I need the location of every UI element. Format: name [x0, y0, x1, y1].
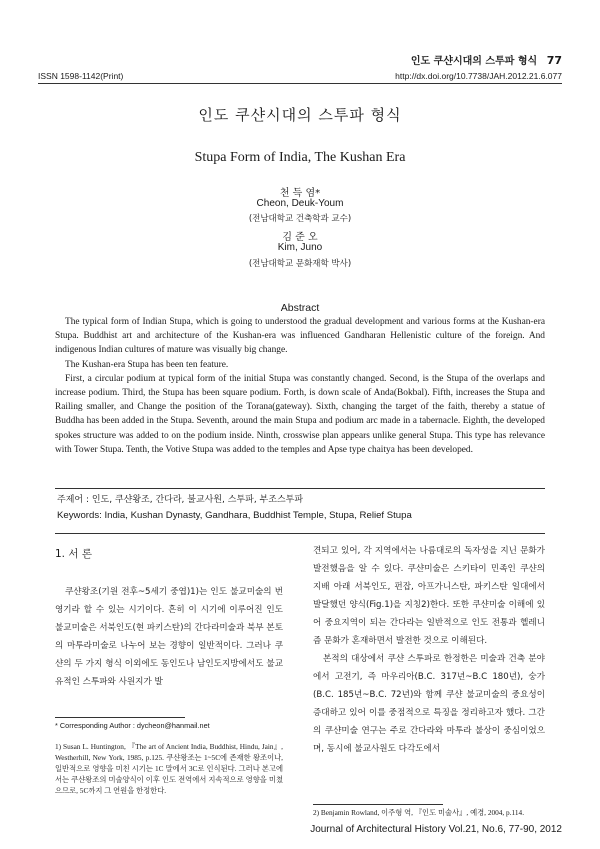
- footnote-rule: [313, 804, 443, 805]
- author-1-affiliation: (전남대학교 건축학과 교수): [248, 214, 352, 224]
- page-number: 77: [546, 54, 562, 67]
- issn: ISSN 1598-1142(Print): [38, 71, 124, 81]
- title-korean: 인도 쿠샨시대의 스투파 형식: [198, 106, 402, 124]
- keywords-english: Keywords: India, Kushan Dynasty, Gandhara, Buddhist Temple, Stupa, Relief Stupa: [57, 510, 412, 521]
- author-2-affiliation: (전남대학교 문화재학 박사): [248, 259, 352, 269]
- abstract-paragraph: First, a circular podium at typical form of the initial Stupa was constantly changed. Second, is the Stupa of the overlaps and increase podium. Third, the Stupa has been square podium. Forth, is down scale of Anda(Bokbal). Fifth, increases the Stupa and Railing smaller, and Change the position of the Torana(gateway). Sixth, changing the target of the faith, thereby a statue of Buddha has been added in the Stupa. Seventh, around the main Stupa and podium arc made in a tabernacle. Eighth, the developed spokes structure was added to on the podium inside. Ninth, crosswise plan appears unlike general Stupa. This type has relevance with Tower Stupa. Tenth, the Votive Stupa was added to the temples and Apse type chaitya has been developed.: [55, 373, 545, 455]
- title-english: Stupa Form of India, The Kushan Era: [194, 150, 406, 165]
- journal-footer: Journal of Architectural History Vol.21, No.6, 77-90, 2012: [310, 824, 562, 835]
- author-1-name-en: Cheon, Deuk-Youm: [256, 198, 344, 209]
- author-2-name-en: Kim, Juno: [277, 242, 323, 253]
- keywords-korean: 주제어 : 인도, 쿠샨왕조, 간다라, 불교사원, 스투파, 부조스투파: [57, 495, 304, 505]
- section-heading: 1. 서 론: [55, 548, 92, 560]
- running-header: [411, 52, 562, 67]
- header-rule: [38, 83, 562, 84]
- corresponding-author: * Corresponding Author : dycheon@hanmail.net: [55, 721, 210, 730]
- abstract-paragraph: The Kushan-era Stupa has been ten feature.: [65, 359, 229, 370]
- abstract-body: [55, 315, 545, 457]
- abstract-paragraph: The typical form of Indian Stupa, which is going to understood the gradual development and various forms at the Kushan-era Stupa. Buddhist art and architecture of the Kushan-era was influenced Gandharan Hellenistic culture of the foreign. And indigenous Indian cultures of mature was visually big change.: [55, 317, 545, 356]
- body-column-left: [55, 583, 283, 691]
- body-paragraph: 본적의 대상에서 쿠샨 스투파로 한정한은 미술과 건축 분야에서 고전기, 즉 마우리아(B.C. 317년~B.C 180년), 숭가(B.C. 185년~B.C. 72년)와 함께 쿠샨 불교미술의 중요성이 증대하고 있어 이를 중점적으로 특징을 정리하고자 했다. 그간의 쿠샨미술 연구는 주로 간다라와 마투라 불상이 중심이었으며, 동시에 불교사원도 다각도에서: [313, 654, 545, 754]
- body-paragraph: 쿠샨왕조(기원 전후~5세기 중엽)1)는 인도 불교미술의 번영기라 할 수 있는 시기이다. 흔히 이 시기에 이루어진 인도 불교미술은 서북인도(현 파키스탄)의 간다라미술과 북부 본토의 마투라미술로 나누어 보는 경향이 일반적이다. 그러나 쿠샨의 두 가지 형식 이외에도 동인도나 남인도지방에서도 불교유적인 스투파와 사원지가 발: [55, 587, 283, 687]
- body-paragraph: 견되고 있어, 각 지역에서는 나름대로의 독자성을 지닌 문화가 발전했음을 알 수 있다. 쿠샨미술은 스키타이 민족인 쿠샨의 지배 아래 서북인도, 펀잡, 아프가니스탄, 파키스탄 일대에서 발달했던 양식(Fig.1)을 지칭2)한다. 또한 쿠샨미술 이해에 있어 중요지역이 되는 간다라는 일반적으로 인도 전통과 헬레니즘 문화가 혼재하면서 발전한 것으로 이해된다.: [313, 546, 545, 646]
- doi-link[interactable]: http://dx.doi.org/10.7738/JAH.2012.21.6.077: [395, 71, 562, 81]
- author-1-name-ko: 천 득 염*: [279, 188, 321, 199]
- footnote-rule: [55, 717, 185, 718]
- abstract-heading: Abstract: [280, 302, 320, 314]
- author-2-name-ko: 김 준 오: [282, 232, 318, 243]
- running-title: 인도 쿠샨시대의 스투파 형식: [410, 56, 538, 67]
- footnote-2: 2) Benjamin Rowland, 이주형 역, 『인도 미술사』, 예경, 2004, p.114.: [313, 808, 525, 817]
- body-column-right: [313, 542, 545, 758]
- footnote-1: 1) Susan L. Huntington, 『The art of Ancient India, Buddhist, Hindu, Jain』, Westherhill, New York, 1985, p.125. 쿠샨왕조는 1~5C에 존재한 왕조이나, 일반적으로 영향을 미친 시기는 1C 말에서 3C로 인식된다. 그러나 본고에서는 쿠샨왕조의 미술양식이 이후 인도 전역에서 지속적으로 영향을 미쳤으므로, 5C까지 그 연원을 한정한다.: [55, 742, 283, 795]
